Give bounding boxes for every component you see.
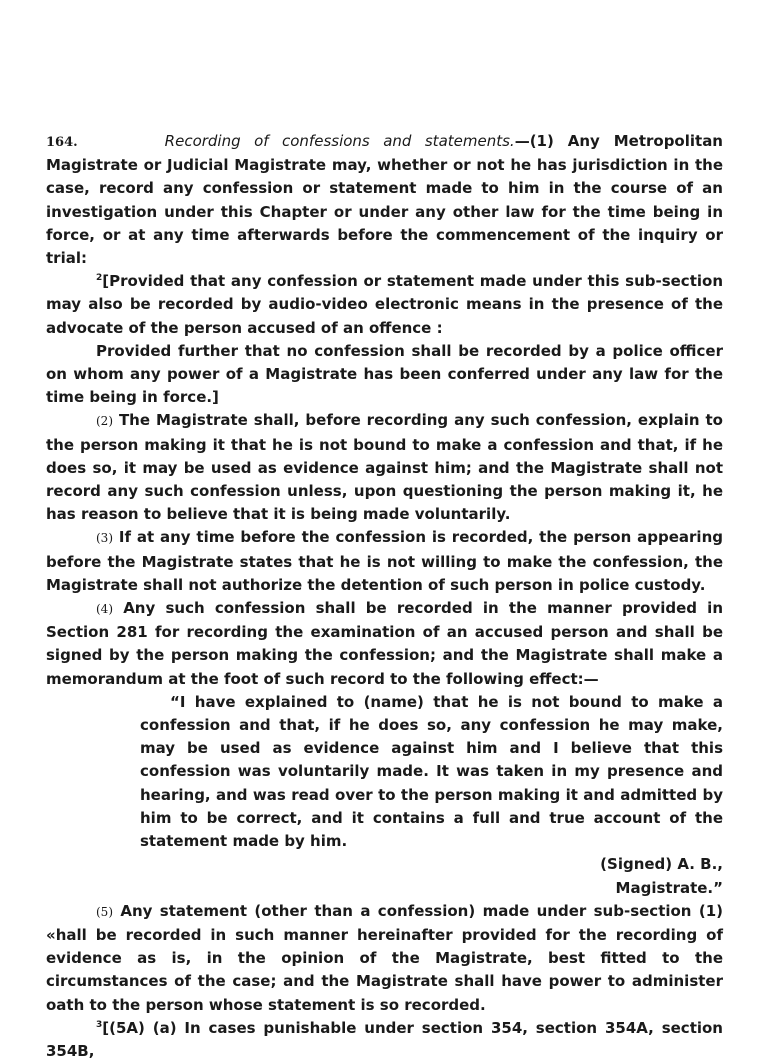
sub-section-4: [46, 597, 723, 691]
sub-section-3-text: If at any time before the confession is recorded, the person appearing before the Magistrate states that he is not willing to make the confession, the Magistrate shall not authorize the detention of such person in police custody.: [46, 528, 723, 594]
signed-line: (Signed) A. B.,: [600, 855, 723, 874]
magistrate-line: Magistrate.”: [615, 878, 723, 897]
sub-section-5-text: Any statement (other than a confession) made under sub-section (1) «hall be recorded in such manner hereinafter provided for the recording of evidence as is, in the opinion of the Magistrate, best fitted to the circumstances of the case; and the Magistrate shall have power to administer oath to the person whose statement is so recorded.: [46, 901, 723, 1014]
footnote-3-marker: 3: [96, 1019, 103, 1030]
footnote-2-marker: 2: [96, 273, 103, 284]
sub-section-1: [46, 130, 723, 270]
section-number: 164.: [46, 135, 78, 150]
sub-section-2: [46, 409, 723, 526]
memorandum-quote-rest: confession and that, if he does so, any confession he may make, may be used as evidence against him and I believe that this confession was voluntarily made. It was taken in my presence and hearing, and was read over to the person making it and admitted by him to be correct, and it contains a full and true account of the statement made by him.: [140, 716, 723, 851]
sub-section-2-text: The Magistrate shall, before recording any such confession, explain to the person making it that he is not bound to make a confession and that, if he does so, it may be used as evidence against him; and the Magistrate shall not record any such confession unless, upon questioning the person making it, he has reason to believe that it is being made voluntarily.: [46, 411, 723, 524]
sub-section-4-text: Any such confession shall be recorded in the manner provided in Section 281 for recording the examination of an accused person and shall be signed by the person making the confession; and the Magistrate shall make a memorandum at the foot of such record to the following effect:—: [46, 599, 723, 688]
sub-section-3-number: (3): [96, 531, 113, 546]
sub-section-3: [46, 526, 723, 597]
proviso-1-text: [Provided that any confession or statement made under this sub-section may also be recorded by audio-video electronic means in the presence of the advocate of the person accused of an offence :: [46, 272, 723, 337]
section-title: Recording of confessions and statements.: [164, 132, 515, 150]
proviso-1: [46, 270, 723, 340]
memorandum-quote-first: “I have explained to (name) that he is not bound to make a: [170, 692, 723, 711]
sub-section-5-number: (5): [96, 904, 113, 919]
sub-section-1-text: —(1) Any Metropolitan Magistrate or Judicial Magistrate may, whether or not he has jurisdiction in the case, record any confession or statement made to him in the course of an investigation under this Chapter or under any other law for the time being in force, or at any time afterwards before the commencement of the inquiry or trial:: [46, 132, 723, 268]
sub-section-2-number: (2): [96, 414, 113, 429]
section-164-text: [46, 130, 723, 1063]
sub-section-5: [46, 900, 723, 1017]
proviso-2: Provided further that no confession shall be recorded by a police officer on whom any power of a Magistrate has been conferred under any law for the time being in force.]: [46, 341, 723, 407]
sub-section-4-number: (4): [96, 602, 113, 617]
memorandum-quote: [140, 691, 723, 853]
sub-section-5a-text: [(5A) (a) In cases punishable under section 354, section 354A, section 354B,: [46, 1018, 723, 1060]
